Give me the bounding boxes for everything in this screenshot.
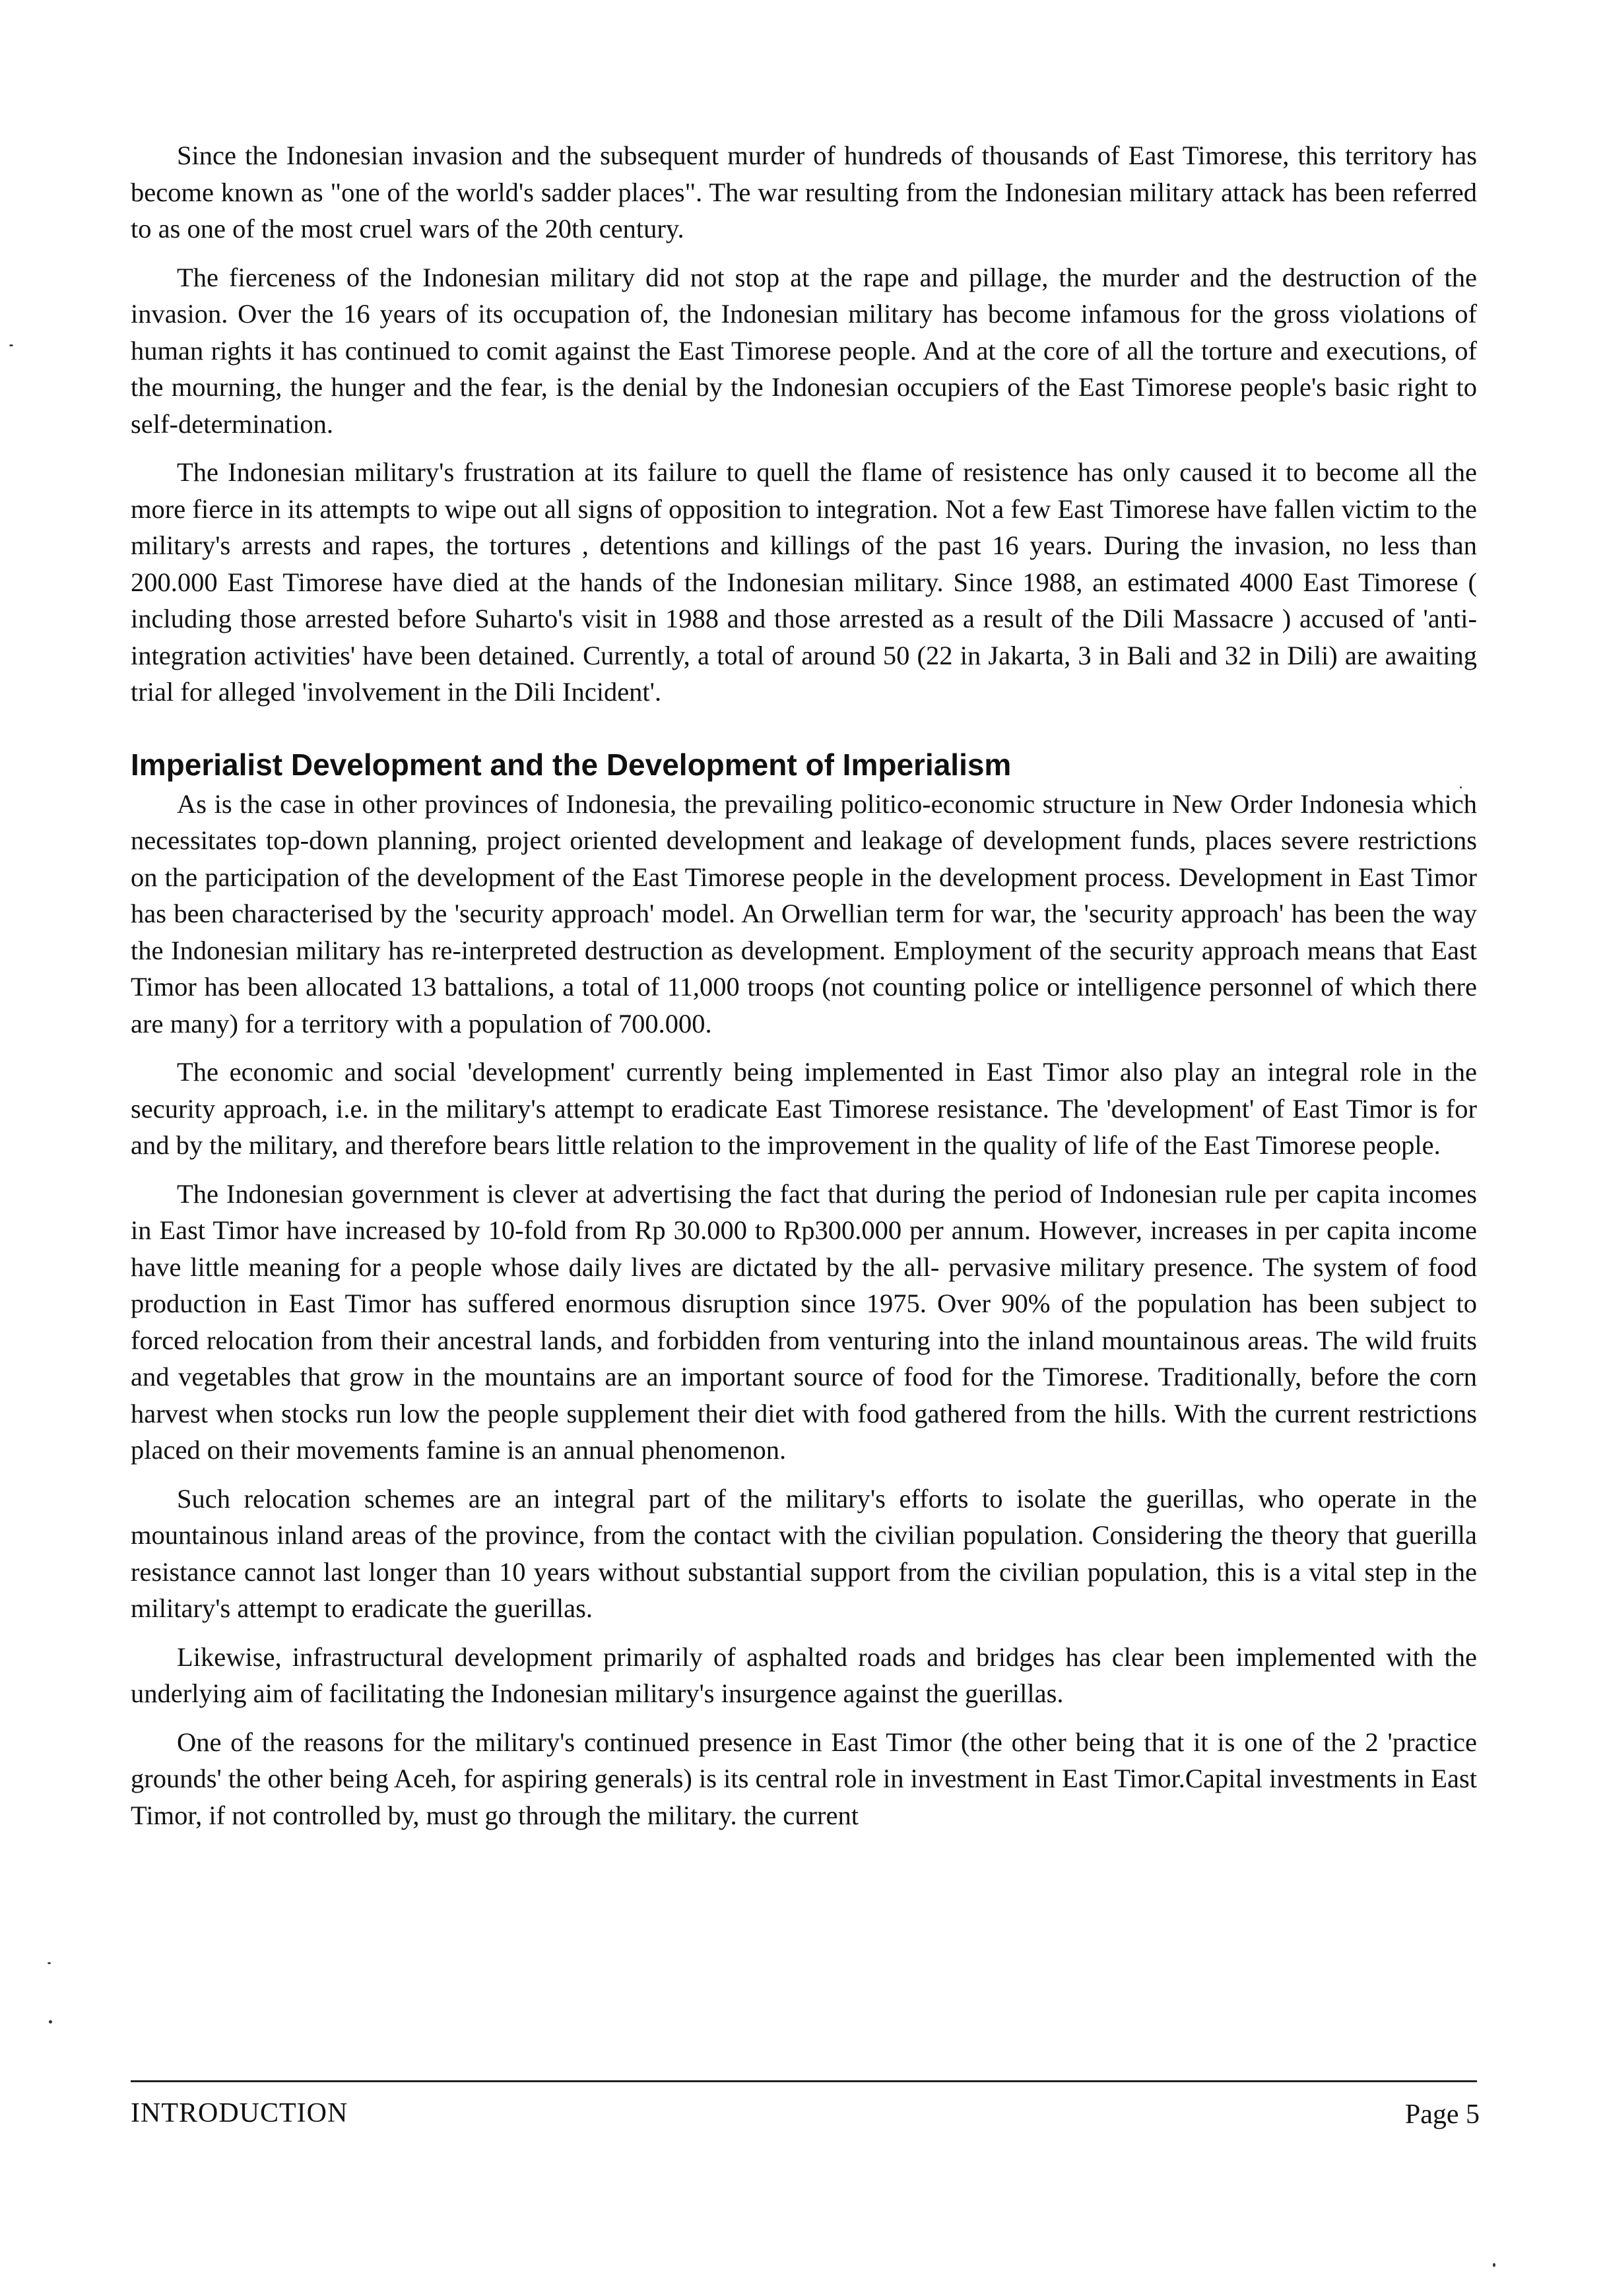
scan-speck — [48, 1962, 51, 1964]
scan-speck — [49, 2020, 52, 2024]
paragraph-invasion: Since the Indonesian invasion and the subsequent murder of hundreds of thousands of East Timorese, this territory has become known as "one of the world's sadder places". The war resulting from the Indonesian military attack has been referred to as one of the most cruel wars of the 20th century. — [131, 141, 1477, 243]
paragraph-development-role: The economic and social 'development' currently being implemented in East Timor also play an integral role in the security approach, i.e. in the military's attempt to eradicate East Timorese resistance. The 'development' of East Timor is for and by the military, and therefore bears little relation to the improvement in the quality of life of the East Timorese people. — [131, 1057, 1477, 1160]
scan-speck — [1460, 786, 1462, 788]
footer-section-label: INTRODUCTION — [131, 2098, 348, 2128]
page-number: Page 5 — [1404, 2099, 1480, 2130]
paragraph-investment: One of the reasons for the military's continued presence in East Timor (the other being that it is one of the 2 'practice grounds' the other being Aceh, for aspiring generals) is its central role in investment in East Timor.Capital investments in East Timor, if not controlled by, must go through the military. the current — [131, 1727, 1477, 1830]
paragraph-security-approach: As is the case in other provinces of Indonesia, the prevailing politico-economic structure in New Order Indonesia which necessitates top-down planning, project oriented development and leakage of development funds, places severe restrictions on the participation of the development of the East Timorese people in the development process. Development in East Timor has been characterised by the 'security approach' model. An Orwellian term for war, the 'security approach' has been the way the Indonesian military has re-interpreted destruction as development. Employment of the security approach means that East Timor has been allocated 13 battalions, a total of 11,000 troops (not counting police or intelligence personnel of which there are many) for a territory with a population of 700.000. — [131, 788, 1477, 1038]
scan-speck — [9, 344, 13, 346]
paragraph-per-capita-income: The Indonesian government is clever at advertising the fact that during the period of Indonesian rule per capita incomes in East Timor have increased by 10-fold from Rp 30.000 to Rp300.000 per annum. However, increases in per capita income have little meaning for a people whose daily lives are dictated by the all- pervasive military presence. The system of food production in East Timor has suffered enormous disruption since 1975. Over 90% of the population has been subject to forced relocation from their ancestral lands, and forbidden from venturing into the inland mountainous areas. The wild fruits and vegetables that grow in the mountains are an important source of food for the Timorese. Traditionally, before the corn harvest when stocks run low the people supplement their diet with food gathered from the hills. With the current restrictions placed on their movements famine is an annual phenomenon. — [131, 1178, 1477, 1465]
page-body — [131, 137, 1477, 1845]
paragraph-infrastructure: Likewise, infrastructural development primarily of asphalted roads and bridges has clear been implemented with the underlying aim of facilitating the Indonesian military's insurgence against the guerillas. — [131, 1642, 1477, 1708]
scan-speck — [1493, 2263, 1495, 2267]
paragraph-relocation: Such relocation schemes are an integral part of the military's efforts to isolate the guerillas, who operate in the mountainous inland areas of the province, from the contact with the civilian population. Considering the theory that guerilla resistance cannot last longer than 10 years without substantial support from the civilian population, this is a vital step in the military's attempt to eradicate the guerillas. — [131, 1483, 1477, 1623]
footer-divider — [131, 2080, 1477, 2082]
section-heading: Imperialist Development and the Development of Imperialism — [131, 747, 1012, 782]
paragraph-resistance: The Indonesian military's frustration at its failure to quell the flame of resistence has only caused it to become all the more fierce in its attempts to wipe out all signs of opposition to integration. Not a few East Timorese have fallen victim to the military's arrests and rapes, the tortures , detentions and killings of the past 16 years. During the invasion, no less than 200.000 East Timorese have died at the hands of the Indonesian military. Since 1988, an estimated 4000 East Timorese ( including those arrested before Suharto's visit in 1988 and those arrested as a result of the Dili Massacre ) accused of 'anti-integration activities' have been detained. Currently, a total of around 50 (22 in Jakarta, 3 in Bali and 32 in Dili) are awaiting trial for alleged 'involvement in the Dili Incident'. — [131, 457, 1477, 707]
paragraph-occupation: The fierceness of the Indonesian military did not stop at the rape and pillage, the murder and the destruction of the invasion. Over the 16 years of its occupation of, the Indonesian military has become infamous for the gross violations of human rights it has continued to comit against the East Timorese people. And at the core of all the torture and executions, of the mourning, the hunger and the fear, is the denial by the Indonesian occupiers of the East Timorese people's basic right to self-determination. — [131, 262, 1477, 439]
